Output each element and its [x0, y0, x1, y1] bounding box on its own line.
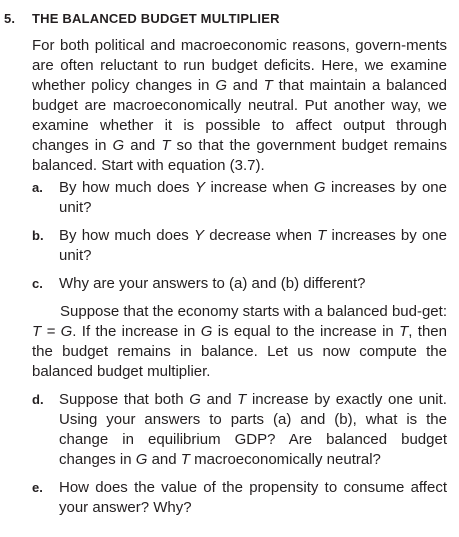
question-a-text-2: increase when — [205, 179, 314, 196]
intro-text-3: that maintain a balanced budget are macroeconomically neutral. Put another way, we examine whether it is possible to affect output through changes in — [32, 77, 447, 154]
question-d-text-1: Suppose that both — [59, 391, 190, 408]
question-a-text-3: increases by one unit? — [59, 179, 447, 216]
question-e — [32, 478, 447, 518]
question-d-text-4: and — [147, 451, 181, 468]
middle-text-2: . If the increase in — [72, 323, 201, 340]
question-d-text-5: macroeconomically neutral? — [189, 451, 381, 468]
question-d-var-g-2: G — [135, 451, 148, 468]
problem-title: THE BALANCED BUDGET MULTIPLIER — [32, 11, 280, 26]
question-d-var-t: T — [237, 391, 247, 408]
intro-var-g-2: G — [112, 137, 125, 154]
question-c — [32, 274, 447, 294]
intro-var-g: G — [215, 77, 227, 94]
question-d-text-3: increase by exactly one unit. Using your answers to parts (a) and (b), what is the change in equilibrium GDP? Are balanced budget changes in — [59, 391, 447, 468]
question-a-var-y: Y — [195, 179, 206, 196]
question-a — [32, 178, 447, 218]
intro-text-2: and — [227, 77, 264, 94]
question-b-label: b. — [32, 228, 44, 243]
intro-var-t-2: T — [161, 137, 171, 154]
question-d-text-2: and — [200, 391, 238, 408]
question-a-var-g: G — [313, 179, 326, 196]
intro-text-5: so that the government budget remains balanced. Start with equation (3.7). — [32, 137, 447, 174]
question-b-text-1: By how much does — [59, 227, 194, 244]
question-d-var-t-2: T — [180, 451, 190, 468]
question-c-text: Why are your answers to (a) and (b) different? — [59, 275, 366, 292]
problem-number: 5. — [4, 11, 16, 26]
question-b-text-3: increases by one unit? — [59, 227, 447, 264]
question-e-label: e. — [32, 480, 43, 495]
intro-paragraph — [32, 36, 447, 176]
middle-var-t: T — [399, 323, 409, 340]
question-b-var-t: T — [317, 227, 327, 244]
middle-paragraph — [32, 302, 447, 382]
question-a-text-1: By how much does — [59, 179, 196, 196]
middle-var-g: G — [200, 323, 213, 340]
intro-var-t: T — [263, 77, 273, 94]
question-c-label: c. — [32, 276, 43, 291]
middle-text-3: is equal to the increase in — [212, 323, 400, 340]
question-d-var-g: G — [189, 391, 201, 408]
intro-text-1: For both political and macroeconomic reasons, govern-ments are often reluctant to run budget deficits. Here, we examine whether policy changes in — [32, 37, 447, 94]
middle-equation: T = G — [32, 323, 73, 340]
question-list-1 — [32, 178, 447, 294]
question-e-text: How does the value of the propensity to consume affect your answer? Why? — [59, 479, 447, 516]
question-d-label: d. — [32, 392, 44, 407]
middle-text-1: Suppose that the economy starts with a balanced bud-get: — [60, 303, 447, 320]
question-list-2 — [32, 390, 447, 518]
intro-text-4: and — [124, 137, 162, 154]
problem-heading — [4, 10, 447, 28]
question-d — [32, 390, 447, 470]
question-b — [32, 226, 447, 266]
question-b-text-2: decrease when — [204, 227, 318, 244]
question-a-label: a. — [32, 180, 43, 195]
middle-text-4: , then the budget remains in balance. Let us now compute the balanced budget multiplier. — [32, 323, 447, 380]
question-b-var-y: Y — [194, 227, 205, 244]
